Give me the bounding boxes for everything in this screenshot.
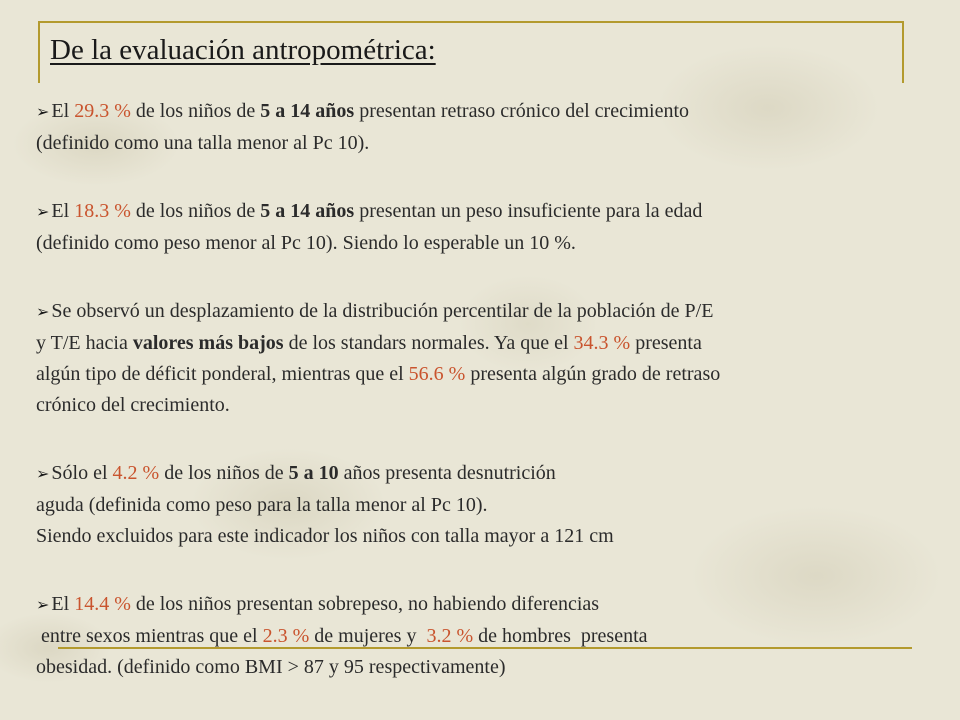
text: presenta algún grado de retraso <box>465 363 721 385</box>
text-line: (definido como peso menor al Pc 10). Siendo lo esperable un 10 %. <box>36 232 576 254</box>
text-line: (definido como una talla menor al Pc 10). <box>36 132 370 154</box>
text-line <box>36 96 926 128</box>
text: de hombres presenta <box>473 625 648 647</box>
percentage: 4.2 % <box>112 462 160 484</box>
slide-title: De la evaluación antropométrica: <box>50 34 436 66</box>
arrow-right-icon: ➢ <box>36 104 50 121</box>
text: entre sexos mientras que el <box>36 625 263 647</box>
arrow-right-icon: ➢ <box>36 304 50 321</box>
text-line: aguda (definida como peso para la talla menor al Pc 10). <box>36 494 488 516</box>
bullet-list <box>36 96 926 720</box>
arrow-right-icon: ➢ <box>36 466 50 483</box>
text: años presenta desnutrición <box>338 462 556 484</box>
percentage: 2.3 % <box>262 625 310 647</box>
percentage: 56.6 % <box>408 363 466 385</box>
bold-text: 5 a 14 años <box>260 100 355 122</box>
bold-text: valores más bajos <box>132 332 284 354</box>
text: de los niños de <box>159 462 289 484</box>
text-line <box>36 458 926 490</box>
text: y T/E hacia <box>36 332 133 354</box>
text-line <box>36 359 926 390</box>
percentage: 34.3 % <box>573 332 631 354</box>
percentage: 18.3 % <box>74 200 131 222</box>
text: Se observó un desplazamiento de la distribución percentilar de la población de P/E <box>51 300 714 322</box>
text: El <box>51 200 75 222</box>
text: de los niños de <box>130 200 261 222</box>
text: de mujeres y <box>309 625 427 647</box>
top-rule <box>40 21 904 23</box>
text-line: obesidad. (definido como BMI > 87 y 95 respectivamente) <box>36 656 506 678</box>
text-line <box>36 296 926 328</box>
text: presenta <box>630 332 702 354</box>
text: de los niños de <box>130 100 261 122</box>
text: de los niños presentan sobrepeso, no habiendo diferencias <box>130 593 600 615</box>
text: presentan un peso insuficiente para la edad <box>354 200 703 222</box>
bullet-item <box>36 458 926 552</box>
arrow-right-icon: ➢ <box>36 204 50 221</box>
bullet-item <box>36 589 926 683</box>
text: presentan retraso crónico del crecimiento <box>354 100 690 122</box>
percentage: 29.3 % <box>74 100 131 122</box>
text-line: crónico del crecimiento. <box>36 394 230 416</box>
arrow-right-icon: ➢ <box>36 597 50 614</box>
text-line <box>36 196 926 228</box>
bullet-item <box>36 196 926 259</box>
text-line: Siendo excluidos para este indicador los niños con talla mayor a 121 cm <box>36 525 614 547</box>
bold-text: 5 a 10 <box>288 462 339 484</box>
text: El <box>51 100 75 122</box>
text: El <box>51 593 75 615</box>
bullet-item <box>36 296 926 421</box>
text: algún tipo de déficit ponderal, mientras que el <box>36 363 409 385</box>
bullet-item <box>36 96 926 159</box>
percentage: 3.2 % <box>426 625 474 647</box>
percentage: 14.4 % <box>74 593 131 615</box>
bold-text: 5 a 14 años <box>260 200 355 222</box>
left-rule <box>38 21 40 83</box>
right-rule <box>902 21 904 83</box>
text-line <box>36 328 926 359</box>
text-line <box>36 621 926 652</box>
text-line <box>36 589 926 621</box>
text: de los standars normales. Ya que el <box>283 332 574 354</box>
text: Sólo el <box>51 462 113 484</box>
